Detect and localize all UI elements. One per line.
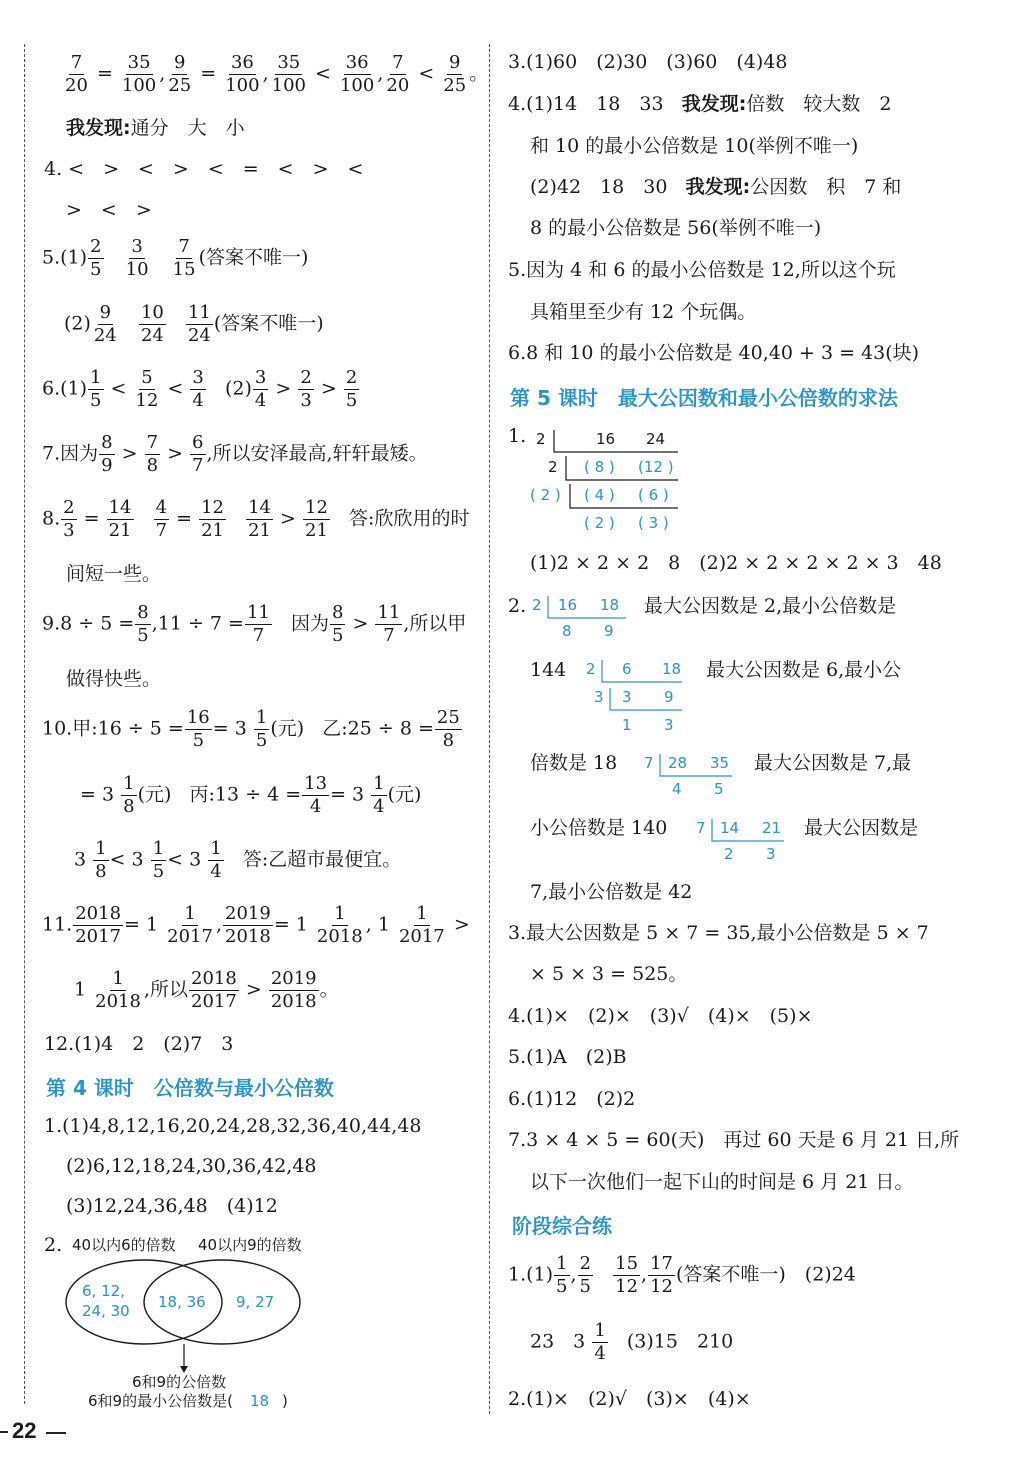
svg-text:28: 28	[668, 754, 688, 772]
svg-text:16: 16	[596, 430, 616, 448]
svg-text:14: 14	[720, 819, 740, 837]
svg-text:35: 35	[710, 754, 730, 772]
venn-lcm-value: 18	[250, 1392, 270, 1410]
answer-9: 9.8 ÷ 5 = $\frac{8}{5}$ ,11 ÷ 7 = $\frac{11}{7}$ 因为 $\frac{8}{5}$ > $\frac{11}{7}$ ,所以甲	[42, 602, 467, 646]
short-division-6-18	[580, 656, 690, 736]
venn-arrow-head	[180, 1366, 188, 1373]
short-division-28-35	[640, 750, 740, 800]
svg-text:8: 8	[562, 622, 572, 640]
r-l5-3: 3.最大公因数是 5 × 7 = 35,最小公倍数是 5 × 7	[508, 922, 929, 944]
discovery-line: 我发现:通分 大 小	[66, 117, 245, 139]
r-l5-1-number: 1.	[508, 425, 527, 447]
answer-l4-2-number: 2.	[44, 1234, 63, 1256]
svg-text:3: 3	[594, 688, 604, 706]
answer-6: 6.(1) $\frac{1}{5}$ < $\frac{5}{12}$ < $\frac{3}{4}$ (2) $\frac{3}{4}$ > $\frac{2}{3}$ > $\frac{2}{5}$	[42, 367, 358, 411]
r-review-1-cont: 23 3 $\frac{1}{4}$ (3)15 210	[530, 1320, 734, 1364]
r-answer-3: 3.(1)60 (2)30 (3)60 (4)48	[508, 51, 788, 73]
answer-8-cont: 间短一些。	[66, 563, 162, 585]
answer-12: 12.(1)4 2 (2)7 3	[44, 1033, 234, 1055]
svg-text:( 2 ): ( 2 )	[584, 514, 615, 532]
r-l5-7-cont: 以下一次他们一起下山的时间是 6 月 21 日。	[530, 1171, 914, 1193]
answer-5-2: (2) $\frac{9}{24}$ $\frac{10}{24}$ $\frac{11}{24}$ (答案不唯一)	[64, 302, 324, 346]
left-margin-divider	[24, 44, 25, 1404]
answer-l4-1-3: (3)12,24,36,48 (4)12	[66, 1195, 278, 1217]
r-l5-2c-pre: 倍数是 18	[530, 752, 618, 774]
venn-common-label: 6和9的公倍数	[132, 1373, 227, 1391]
svg-text:( 8 ): ( 8 )	[584, 458, 615, 476]
short-division-16-24	[526, 424, 696, 540]
r-answer-6: 6.8 和 10 的最小公倍数是 40,40 + 3 = 43(块)	[508, 342, 920, 364]
answer-10-compare: 3 $\frac{1}{8}$ < 3 $\frac{1}{5}$ < 3 $\frac{1}{4}$ 答:乙超市最便宜。	[74, 838, 402, 882]
svg-text:2: 2	[548, 458, 558, 476]
fraction: $\frac{7}{20}$	[386, 52, 410, 96]
fraction: $\frac{9}{25}$	[443, 52, 467, 96]
svg-text:5: 5	[714, 780, 724, 798]
page-number-rule-left	[0, 1431, 8, 1433]
page-number-rule-right	[46, 1432, 66, 1434]
answer-10-cont: = 3 $\frac{1}{8}$ (元) 丙:13 ÷ 4 = $\frac{13}{4}$ = 3 $\frac{1}{4}$ (元)	[80, 773, 422, 817]
venn-lcm-label: 6和9的最小公倍数是(	[88, 1392, 233, 1410]
svg-text:(12 ): (12 )	[638, 458, 674, 476]
answer-4-cont: > < >	[66, 199, 152, 221]
r-l5-2-cont: 7,最小公倍数是 42	[530, 881, 693, 903]
answer-4: 4. < > < > < = < > <	[44, 158, 364, 180]
fraction: $\frac{36}{100}$	[339, 52, 375, 96]
r-answer-4-1: 4.(1)14 18 33 我发现:倍数 较大数 2	[508, 93, 892, 115]
svg-text:21: 21	[762, 819, 782, 837]
svg-text:3: 3	[766, 845, 776, 863]
venn-only-6-line2: 24, 30	[82, 1302, 130, 1320]
svg-text:9: 9	[664, 688, 674, 706]
answer-9-cont: 做得快些。	[66, 668, 162, 690]
answer-l4-1-2: (2)6,12,18,24,30,36,42,48	[66, 1155, 317, 1177]
svg-text:18: 18	[600, 596, 620, 614]
r-answer-4-2: (2)42 18 30 我发现:公因数 积 7 和	[530, 176, 902, 198]
venn-common: 18, 36	[158, 1293, 206, 1311]
svg-text:18: 18	[662, 660, 682, 678]
svg-text:1: 1	[622, 716, 632, 734]
svg-text:4: 4	[672, 780, 682, 798]
r-l5-2-number: 2.	[508, 595, 527, 617]
r-answer-5: 5.因为 4 和 6 的最小公倍数是 12,所以这个玩	[508, 259, 896, 281]
svg-text:3: 3	[664, 716, 674, 734]
venn-lcm-end: )	[282, 1392, 288, 1410]
svg-text:6: 6	[622, 660, 632, 678]
venn-only-6-line1: 6, 12,	[82, 1282, 125, 1300]
column-divider	[489, 44, 490, 1414]
fraction: $\frac{9}{25}$	[168, 52, 192, 96]
r-review-2: 2.(1)× (2)√ (3)× (4)×	[508, 1388, 751, 1410]
r-l5-3-cont: × 5 × 3 = 525。	[530, 963, 688, 985]
section-heading-lesson-4: 第 4 课时 公倍数与最小公倍数	[46, 1076, 334, 1100]
svg-text:2: 2	[536, 430, 546, 448]
r-l5-2d-text: 最大公因数是	[804, 817, 919, 839]
r-l5-7: 7.3 × 4 × 5 = 60(天) 再过 60 天是 6 月 21 日,所	[508, 1129, 960, 1151]
venn-only-9: 9, 27	[236, 1293, 275, 1311]
svg-text:( 4 ): ( 4 )	[584, 486, 615, 504]
section-heading-lesson-5: 第 5 课时 最大公因数和最小公倍数的求法	[510, 386, 898, 410]
svg-text:24: 24	[646, 430, 666, 448]
answer-5-1: 5.(1) $\frac{2}{5}$ $\frac{3}{10}$ $\frac{7}{15}$ (答案不唯一)	[42, 236, 309, 280]
svg-text:2: 2	[586, 660, 596, 678]
svg-text:16: 16	[558, 596, 578, 614]
fraction: $\frac{35}{100}$	[271, 52, 306, 96]
r-l5-5: 5.(1)A (2)B	[508, 1046, 627, 1068]
r-answer-4-1-cont: 和 10 的最小公倍数是 10(举例不唯一)	[530, 135, 859, 157]
fraction: $\frac{36}{100}$	[225, 52, 260, 96]
short-division-14-21	[692, 815, 792, 865]
r-l5-6: 6.(1)12 (2)2	[508, 1088, 636, 1110]
section-heading-review: 阶段综合练	[512, 1214, 612, 1238]
r-l5-4: 4.(1)× (2)× (3)√ (4)× (5)×	[508, 1005, 813, 1027]
venn-label-b: 40以内9的倍数	[198, 1236, 302, 1254]
answer-7: 7.因为 $\frac{8}{9}$ > $\frac{7}{8}$ > $\frac{6}{7}$ ,所以安泽最高,轩轩最矮。	[42, 432, 428, 476]
answer-10: 10.甲:16 ÷ 5 = $\frac{16}{5}$ = 3 $\frac{1}{5}$ (元) 乙:25 ÷ 8 = $\frac{25}{8}$	[42, 707, 460, 751]
svg-text:7: 7	[696, 819, 706, 837]
r-review-1: 1.(1) $\frac{1}{5}$ , $\frac{2}{5}$ $\frac{15}{12}$ , $\frac{17}{12}$ (答案不唯一) (2)24	[508, 1253, 856, 1297]
venn-diagram	[60, 1230, 320, 1415]
svg-text:9: 9	[604, 622, 614, 640]
r-l5-2b-text: 最大公因数是 6,最小公	[706, 659, 902, 681]
r-l5-2b-pre: 144	[530, 659, 567, 681]
answer-11: 11. $\frac{2018}{2017}$ = 1 $\frac{1}{2017}$ , $\frac{2019}{2018}$ = 1 $\frac{1}{2018}$ , 1 $\frac{1}{2017}$ >	[42, 903, 470, 947]
svg-text:2: 2	[724, 845, 734, 863]
svg-text:2: 2	[532, 596, 542, 614]
r-answer-4-2-cont: 8 的最小公倍数是 56(举例不唯一)	[530, 217, 822, 239]
answer-l4-1-1: 1.(1)4,8,12,16,20,24,28,32,36,40,44,48	[44, 1115, 422, 1137]
r-l5-2a-text: 最大公因数是 2,最小公倍数是	[644, 595, 897, 617]
r-l5-2d-pre: 小公倍数是 140	[530, 817, 668, 839]
fraction: $\frac{35}{100}$	[121, 52, 157, 96]
svg-text:( 6 ): ( 6 )	[638, 486, 669, 504]
svg-text:( 2 ): ( 2 )	[530, 486, 561, 504]
r-l5-2c-text: 最大公因数是 7,最	[754, 752, 912, 774]
answer-8: 8. $\frac{2}{3}$ = $\frac{14}{21}$ $\frac{4}{7}$ = $\frac{12}{21}$ $\frac{14}{21}$ > $\frac{12}{21}$ 答:欣欣用的时	[42, 497, 470, 541]
short-division-16-18	[528, 592, 628, 642]
fraction: $\frac{7}{20}$	[65, 52, 88, 96]
r-answer-5-cont: 具箱里至少有 12 个玩偶。	[530, 301, 757, 323]
fraction-comparison-line: $\frac{7}{20}$ = $\frac{35}{100}$ , $\frac{9}{25}$ = $\frac{36}{100}$ , $\frac{35}{100}$ < $\frac{36}{100}$ , $\frac{7}{20}$ < $\frac{9}{25}$ 。	[65, 52, 489, 96]
answer-11-cont: 1 $\frac{1}{2018}$ ,所以 $\frac{2018}{2017}$ > $\frac{2019}{2018}$ 。	[74, 968, 339, 1012]
svg-text:3: 3	[622, 688, 632, 706]
svg-text:7: 7	[644, 754, 654, 772]
venn-label-a: 40以内6的倍数	[72, 1236, 176, 1254]
r-l5-1-results: (1)2 × 2 × 2 8 (2)2 × 2 × 2 × 2 × 3 48	[530, 552, 942, 574]
svg-text:( 3 ): ( 3 )	[638, 514, 669, 532]
page-number: 22	[12, 1418, 37, 1443]
